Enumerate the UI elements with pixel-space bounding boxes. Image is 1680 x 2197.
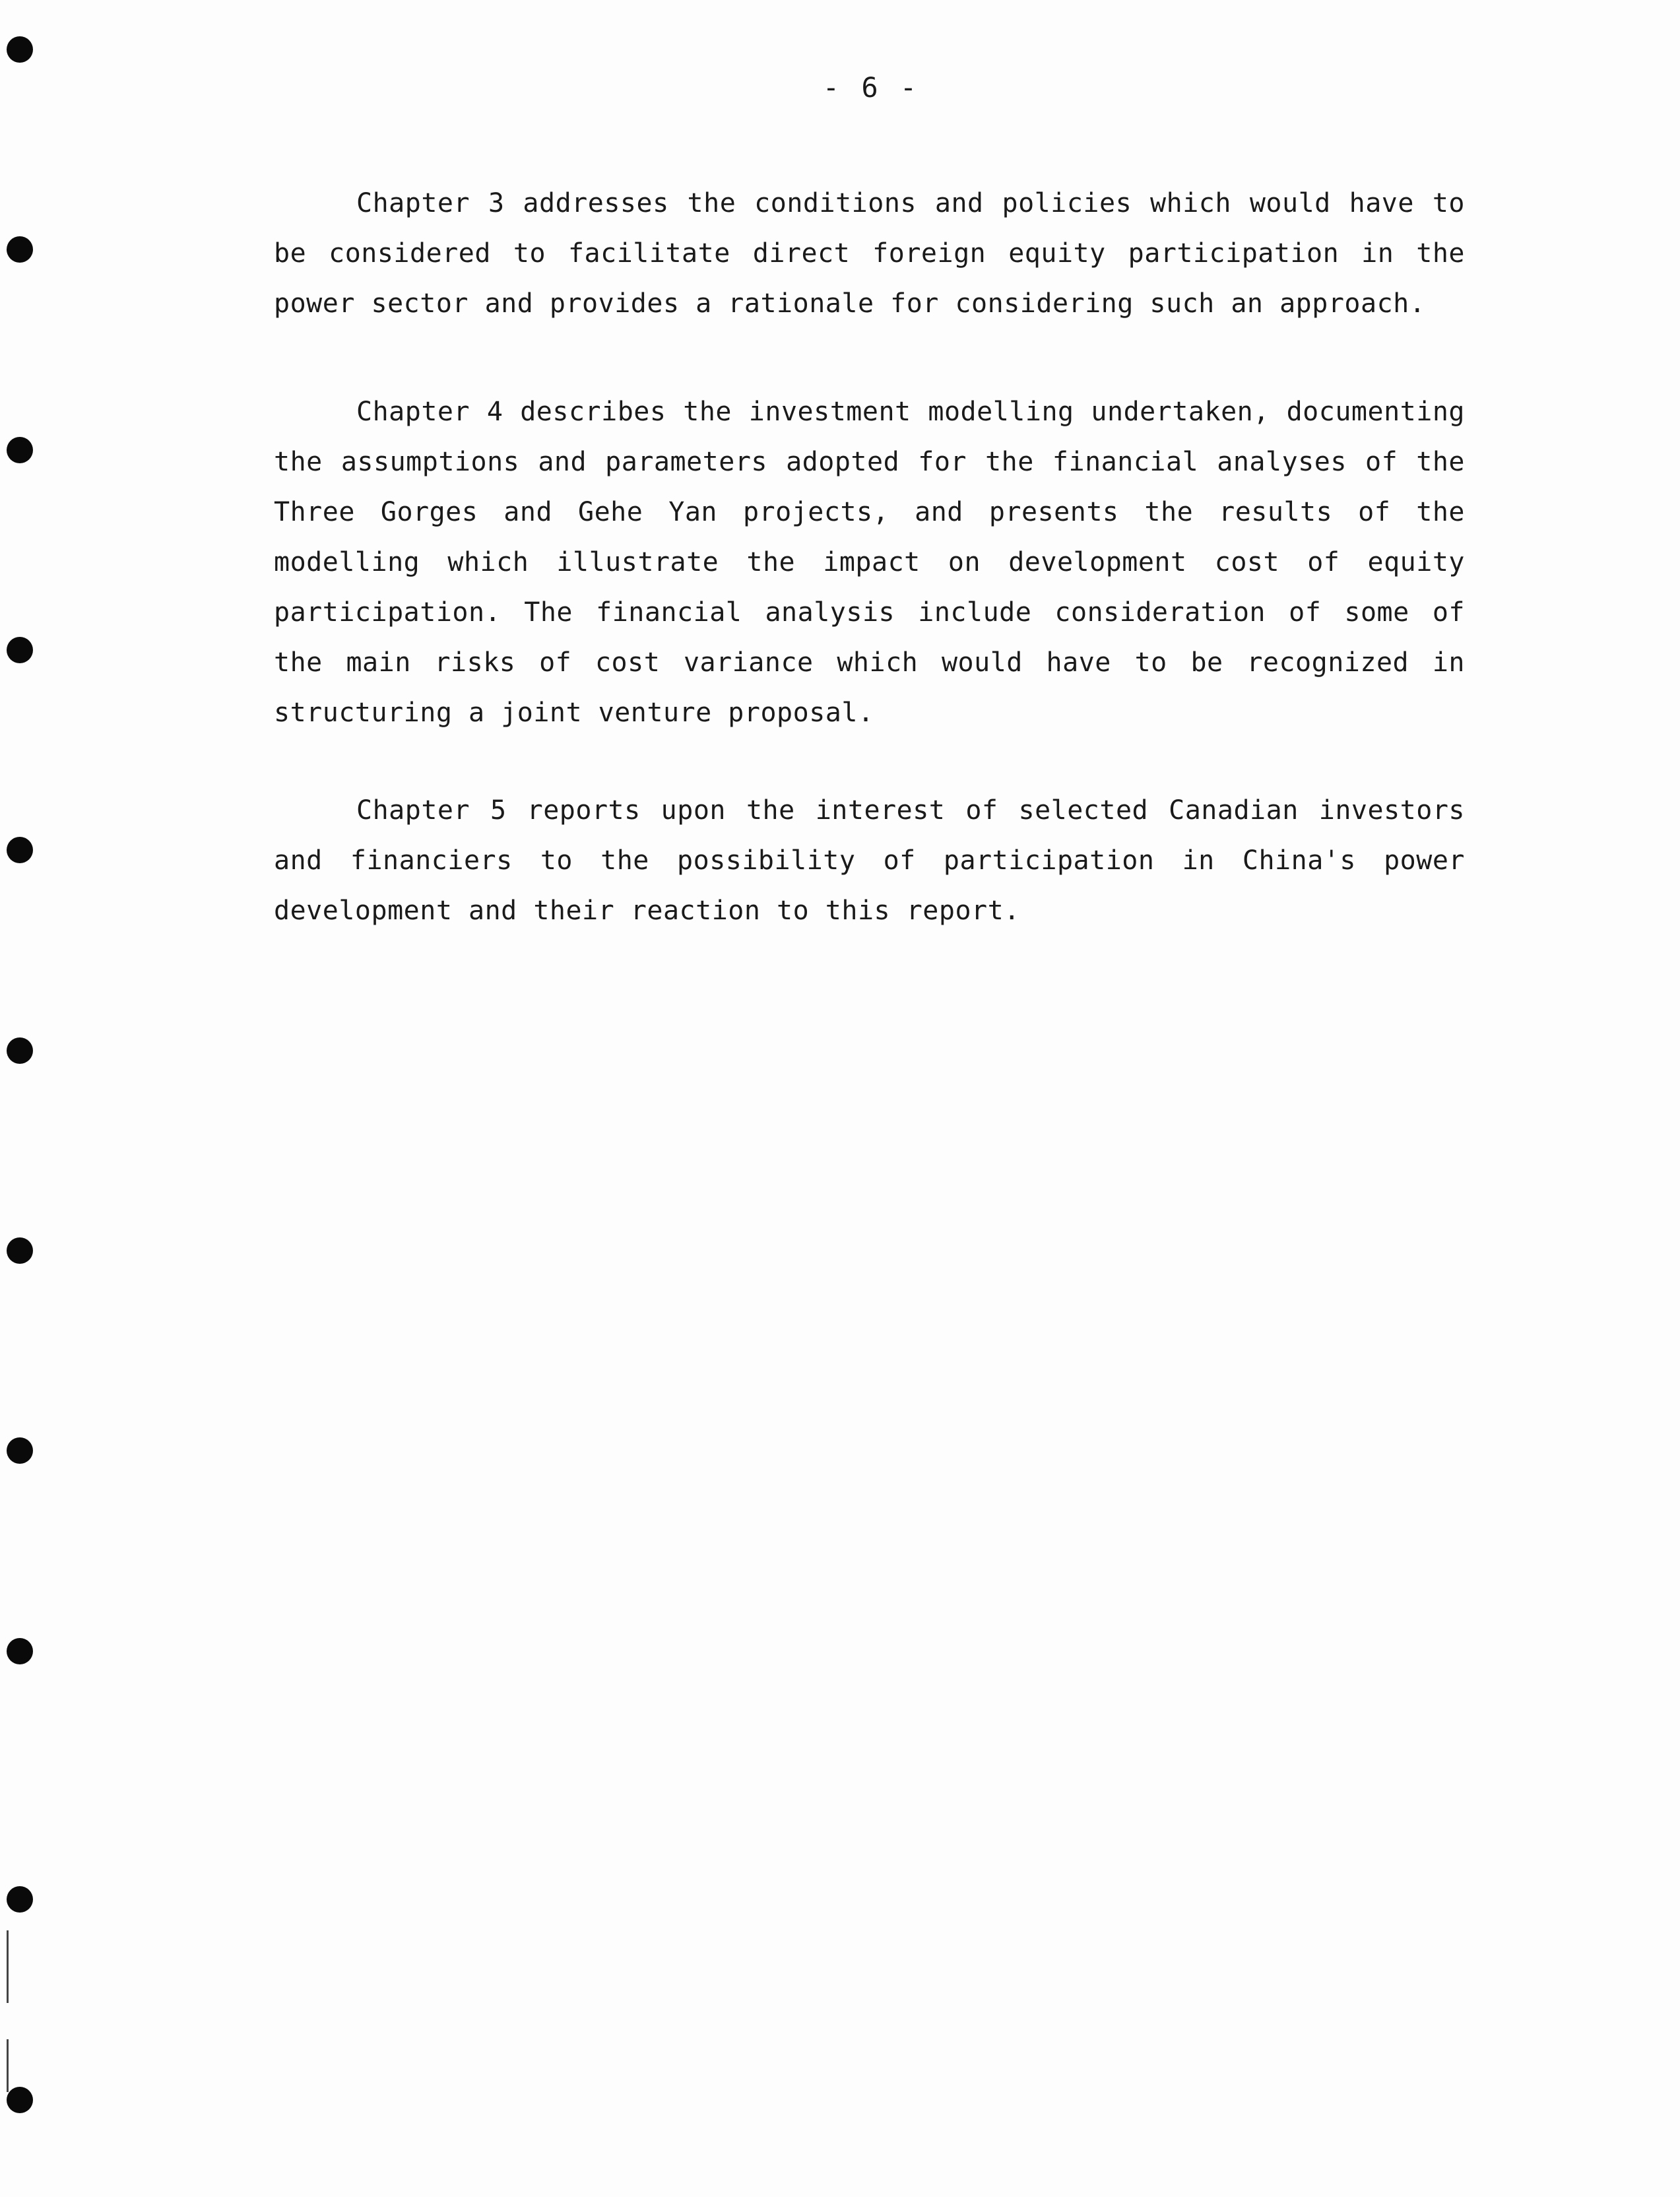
binder-punch-hole bbox=[7, 2087, 33, 2113]
paragraph-chapter-3: Chapter 3 addresses the conditions and policies which would have to be considered to facilitate direct foreign equity participation in the power sector and provides a rationale for considering such an approach. bbox=[274, 188, 1465, 319]
binder-punch-hole bbox=[7, 637, 33, 663]
binder-punch-hole bbox=[7, 1237, 33, 1264]
binder-punch-hole bbox=[7, 1886, 33, 1913]
binder-punch-hole bbox=[7, 36, 33, 63]
binder-punch-hole bbox=[7, 837, 33, 863]
binder-punch-hole bbox=[7, 1037, 33, 1064]
scan-edge-mark bbox=[7, 2039, 9, 2092]
paragraph-chapter-4: Chapter 4 describes the investment modelling undertaken, documenting the assumptions and parameters adopted for the financial analyses of the Three Gorges and Gehe Yan projects, and presents the results of the modelling which illustrate the impact on development cost of equity participation. The financial analysis include consideration of some of the main risks of cost variance which would have to be recognized in structuring a joint venture proposal. bbox=[274, 397, 1465, 728]
binder-punch-hole bbox=[7, 1437, 33, 1464]
paragraph-chapter-5: Chapter 5 reports upon the interest of selected Canadian investors and financiers to the possibility of participation in China's power development and their reaction to this report. bbox=[274, 795, 1465, 926]
binder-punch-hole bbox=[7, 1638, 33, 1664]
scan-edge-mark bbox=[7, 1930, 9, 2003]
binder-punch-hole bbox=[7, 236, 33, 263]
binder-punch-hole bbox=[7, 437, 33, 463]
page-number: - 6 - bbox=[822, 71, 920, 104]
